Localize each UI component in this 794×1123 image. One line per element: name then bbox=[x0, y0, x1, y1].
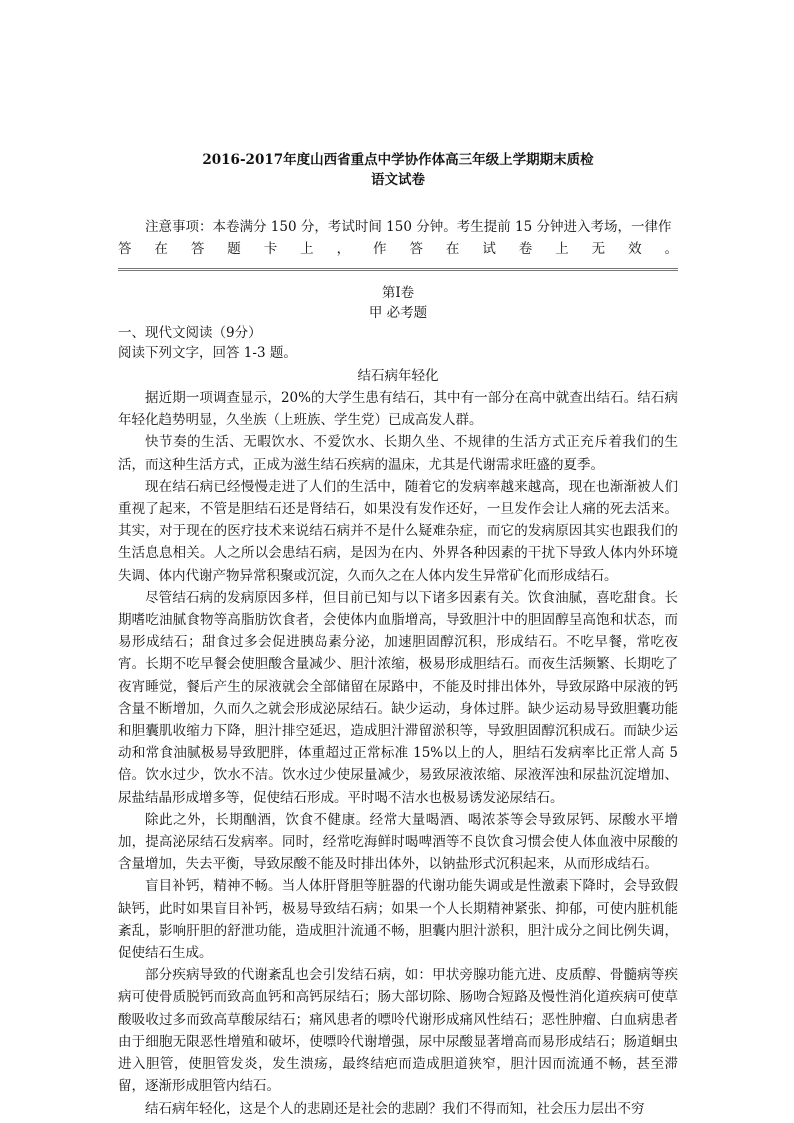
question-heading: 一、现代文阅读（9分） bbox=[118, 325, 262, 341]
section-divider bbox=[118, 268, 678, 271]
article-paragraph: 结石病年轻化，这是个人的悲剧还是社会的悲剧？我们不得而知，社会压力层出不穷 bbox=[145, 1100, 645, 1117]
exam-subtitle: 语文试卷 bbox=[371, 172, 425, 188]
notice-line-1: 注意事项：本卷满分 150 分，考试时间 150 分钟。考生提前 15 分钟进入考场，一律作 bbox=[145, 219, 672, 235]
exam-page bbox=[118, 150, 678, 1120]
article-title: 结石病年轻化 bbox=[357, 368, 439, 384]
article-body bbox=[118, 387, 678, 1120]
article-paragraph: 现在结石病已经慢慢走进了人们的生活中，随着它的发病率越来越高，现在也渐渐被人们重视了起来，不管是胆结石还是肾结石，如果没有发作还好，一旦发作会让人痛的死去活来。其实，对于现在的医疗技术来说结石病并不是什么疑难杂症，而它的发病原因其实也跟我们的生活息息相关。人之所以会患结石病，是因为在内、外界各种因素的干扰下导致人体内外环境失调、体内代谢产物异常积聚或沉淀，久而久之在人体内发生异常矿化而形成结石。 bbox=[118, 478, 678, 584]
part-heading: 甲 必考题 bbox=[368, 305, 428, 321]
reading-instruction: 阅读下列文字，回答 1-3 题。 bbox=[118, 345, 297, 361]
article-paragraph: 盲目补钙，精神不畅。当人体肝肾胆等脏器的代谢功能失调或是性激素下降时，会导致假缺钙，此时如果盲目补钙，极易导致结石病；如果一个人长期精神紧张、抑郁，可使内脏机能紊乱，影响肝胆的舒泄功能，造成胆汁流通不畅，胆囊内胆汁淤积，胆汁成分之间比例失调，促使结石生成。 bbox=[118, 878, 678, 962]
article-paragraph: 据近期一项调查显示，20%的大学生患有结石，其中有一部分在高中就查出结石。结石病年轻化趋势明显，久坐族（上班族、学生党）已成高发人群。 bbox=[118, 390, 678, 429]
notice-line-2: 答在答题卡上，作答在试卷上无效。 bbox=[118, 241, 678, 257]
article-paragraph: 部分疾病导致的代谢紊乱也会引发结石病，如：甲状旁腺功能亢进、皮质醇、骨髓病等疾病可使骨质脱钙而致高血钙和高钙尿结石；肠大部切除、肠吻合短路及慢性消化道疾病可使草酸吸收过多而致高草酸尿结石；痛风患者的嘌呤代谢形成痛风性结石；恶性肿瘤、白血病患者由于细胞无限恶性增殖和破坏，使嘌呤代谢增强，尿中尿酸显著增高而易形成结石；肠道蛔虫进入胆管，使胆管发炎，发生溃疡，最终结疤而造成胆道狭窄，胆汁因而流通不畅，甚至滞留，逐渐形成胆管内结石。 bbox=[118, 967, 678, 1095]
article-paragraph: 尽管结石病的发病原因多样，但目前已知与以下诸多因素有关。饮食油腻，喜吃甜食。长期嗜吃油腻食物等高脂肪饮食者，会使体内血脂增高，导致胆汁中的胆固醇呈高饱和状态，而易形成结石；甜食过多会促进胰岛素分泌，加速胆固醇沉积，形成结石。不吃早餐，常吃夜宵。长期不吃早餐会使胆酸含量减少、胆汁浓缩，极易形成胆结石。而夜生活频繁、长期吃了夜宵睡觉，餐后产生的尿液就会全部储留在尿路中，不能及时排出体外，导致尿路中尿液的钙含量不断增加，久而久之就会形成泌尿结石。缺少运动，身体过胖。缺少运动易导致胆囊功能和胆囊肌收缩力下降，胆汁排空延迟，造成胆汁滞留淤积等，导致胆固醇沉积成石。而缺少运动和常食油腻极易导致肥胖，体重超过正常标准 15%以上的人，胆结石发病率比正常人高 5 倍。饮水过少，饮水不洁。饮水过少使尿量减少，易致尿液浓缩、尿液浑浊和尿盐沉淀增加、尿盐结晶形成增多等，促使结石形成。平时喝不洁水也极易诱发泌尿结石。 bbox=[118, 589, 678, 806]
volume-heading: 第Ⅰ卷 bbox=[381, 285, 415, 301]
exam-title: 2016-2017年度山西省重点中学协作体高三年级上学期期末质检 bbox=[202, 152, 594, 168]
article-paragraph: 除此之外，长期酗酒，饮食不健康。经常大量喝酒、喝浓茶等会导致尿钙、尿酸水平增加，提高泌尿结石发病率。同时，经常吃海鲜时喝啤酒等不良饮食习惯会使人体血液中尿酸的含量增加，失去平衡，导致尿酸不能及时排出体外，以钠盐形式沉积起来，从而形成结石。 bbox=[118, 811, 678, 873]
article-paragraph: 快节奏的生活、无暇饮水、不爱饮水、长期久坐、不规律的生活方式正充斥着我们的生活，而这种生活方式，正成为滋生结石疾病的温床，尤其是代谢需求旺盛的夏季。 bbox=[118, 434, 678, 473]
